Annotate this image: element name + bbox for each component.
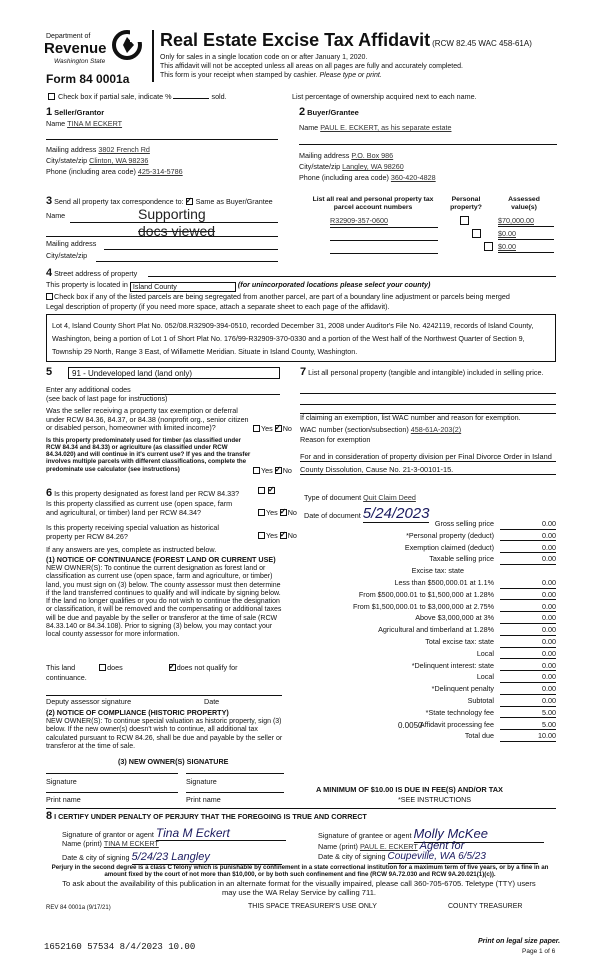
- header-note3-a: This form is your receipt when stamped by cashier.: [160, 72, 320, 79]
- notice-continuance-text: NEW OWNER(S): To continue the current designation as forest land or classification as current use (open space, farm and agriculture, or timber) land, you must sign on (3) below. The county assessor must then determine if the land transferred continues to qualify and will indicate by signing below. If the land no longer qualifies or you do not wish to continue the designation or classification, it will be removed and the compensating or additional taxes will be due and payable by the seller or transferor at the time of sale (RCW 84.33.140 or 84.34.108). Prior to signing (3) below, you may contact your local county assessor for more information.: [46, 565, 282, 638]
- forest-yes-no: [258, 487, 276, 496]
- agency-line3: Washington State: [54, 58, 106, 65]
- reason-label: Reason for exemption: [300, 435, 371, 444]
- tax-row-value[interactable]: 0.00: [500, 650, 556, 660]
- tax-row-label: *State technology fee: [425, 707, 494, 717]
- seller-mailing-row: [46, 146, 150, 155]
- forest-no-checkbox[interactable]: [268, 487, 275, 494]
- forest-yes-checkbox[interactable]: [258, 487, 265, 494]
- stamp-line1: Supporting: [138, 206, 206, 222]
- certify-row: [46, 810, 367, 823]
- does-qualify-checkbox[interactable]: [99, 664, 106, 671]
- wac-value[interactable]: 458-61A-203(2): [410, 425, 462, 434]
- current-use-no-label: No: [287, 508, 297, 517]
- tax-row: [300, 591, 556, 602]
- tax-row: [300, 685, 556, 696]
- legal-description-label: Legal description of property (if you need more space, attach a separate sheet to each page of the affidavit).: [46, 302, 390, 311]
- doc-type-label: Type of document: [304, 493, 362, 502]
- county-value: Island County: [132, 282, 177, 291]
- section1-title: Seller/Grantor: [54, 108, 105, 117]
- form-citation: (RCW 82.45 WAC 458-61A): [432, 39, 532, 48]
- exemption-yes-label: Yes: [261, 424, 273, 433]
- owner-print-line-1[interactable]: [46, 792, 178, 793]
- tax-row-value[interactable]: 0.00: [500, 638, 556, 648]
- tax-row-value[interactable]: 0.00: [500, 544, 556, 554]
- seller-phone-value[interactable]: 425-314-5786: [137, 167, 183, 176]
- land-use-value: 91 - Undeveloped land (land only): [72, 369, 193, 378]
- doc-date-label: Date of document: [304, 511, 361, 520]
- tax-row-value[interactable]: 0.00: [500, 532, 556, 542]
- tax-row-label: Gross selling price: [434, 519, 494, 528]
- county-select[interactable]: [130, 282, 236, 292]
- exemption-question: [46, 407, 252, 433]
- buyer-city-value[interactable]: Langley, WA 98260: [342, 162, 404, 171]
- grantor-name-value[interactable]: TINA M ECKERT: [103, 839, 159, 848]
- land-use-select[interactable]: [68, 367, 280, 379]
- timber-question: [46, 437, 256, 473]
- tax-row-label: *Delinquent penalty: [431, 684, 494, 694]
- notice-compliance-text: NEW OWNER(S): To continue special valuation as historic property, sign (3) below. If the new owner(s) doesn't wish to continue, all additional tax calculated pursuant to RCW 84.26, shall be due and payable by the seller or transferor at the time of sale.: [46, 718, 283, 750]
- tax-row-label: Affidavit processing fee: [419, 719, 494, 729]
- tax-row-label: *Delinquent interest: state: [411, 660, 494, 670]
- parcel-row-2[interactable]: [330, 230, 438, 241]
- dor-emblem-icon: [112, 30, 142, 60]
- seller-city-label: City/state/zip: [46, 156, 88, 165]
- parcel-row-3[interactable]: [330, 243, 438, 254]
- does-not-qualify-checkbox[interactable]: [169, 664, 176, 671]
- current-use-no-checkbox[interactable]: [280, 509, 287, 516]
- tax-row-label: From $500,000.01 to $1,500,000 at 1.28%: [358, 589, 494, 599]
- seller-mailing-value[interactable]: 3802 French Rd: [98, 145, 150, 154]
- tax-row-label: Exemption claimed (deduct): [404, 542, 494, 552]
- header-divider: [152, 30, 154, 82]
- parcel-number-1: R32909-357-0600: [330, 216, 388, 225]
- grantee-date-value[interactable]: Coupeville, WA 6/5/23: [388, 851, 538, 864]
- seller-name-value[interactable]: TINA M ECKERT: [67, 119, 123, 128]
- historic-no-checkbox[interactable]: [280, 532, 287, 539]
- seller-mailing-label: Mailing address: [46, 145, 97, 154]
- grantee-signature[interactable]: Molly McKee: [414, 826, 544, 843]
- parcels-header-b: Personal property?: [450, 196, 482, 212]
- reason-line2: [300, 474, 556, 475]
- tax-row-label: Less than $500,000.01 at 1.1%: [394, 578, 494, 587]
- tax-row-value[interactable]: 0.00: [500, 579, 556, 589]
- tax-row: [300, 544, 556, 555]
- grantee-sig-label: Signature of grantee or agent: [318, 831, 412, 840]
- personal-property-line2[interactable]: [300, 404, 556, 405]
- assessed-value-2[interactable]: $0.00: [498, 230, 554, 240]
- reason-line1: [300, 461, 556, 462]
- timber-yes-no: [253, 467, 292, 476]
- section2-number: 2: [299, 106, 306, 118]
- section2-title: Buyer/Grantee: [307, 108, 359, 117]
- wac-row: [300, 426, 461, 435]
- timber-yes-checkbox[interactable]: [253, 467, 260, 474]
- tax-row-value[interactable]: 0.00: [500, 603, 556, 613]
- section4-number: 4: [46, 267, 53, 279]
- tax-row-value[interactable]: 0.00: [500, 673, 556, 683]
- assessed-value-1[interactable]: $70,000.00: [498, 217, 554, 227]
- buyer-phone-label: Phone (including area code): [299, 173, 389, 182]
- tax-row-value[interactable]: 10.00: [500, 732, 556, 742]
- tax-row: [300, 520, 556, 531]
- corr-name-line2: [46, 236, 278, 237]
- timber-question-text: Is this property predominately used for timber (as classified under RCW 84.34 and 84.33) or agriculture (as classified under RCW 84.34.020) and will continue in it's current use? If yes and the transfer involves multiple parcels with different classifications, complete the predominate use calculator (see instructions): [46, 437, 251, 473]
- ownership-note: List percentage of ownership acquired next to each name.: [292, 92, 477, 101]
- receipt-stamp: 1652160 57534 8/4/2023 10.00: [44, 942, 196, 952]
- wac-label: WAC number (section/subsection): [300, 425, 409, 434]
- header-note3: [160, 72, 382, 80]
- form-title: Real Estate Excise Tax Affidavit: [160, 30, 431, 50]
- tax-row-value[interactable]: 0.00: [500, 662, 556, 672]
- doc-type-value[interactable]: Quit Claim Deed: [363, 493, 416, 502]
- tax-row-value[interactable]: 0.00: [500, 685, 556, 695]
- tax-row-label: From $1,500,000.01 to $3,000,000 at 2.75%: [352, 601, 494, 611]
- tax-row-value[interactable]: 0.00: [500, 591, 556, 601]
- deputy-date-label: Date: [204, 697, 220, 706]
- perjury-notice: Perjury in the second degree is a class C felony which is punishable by confinement in a state correctional institution for a maximum term of five years, or by a fine in an amount fixed by the court of not more than $10,000, or by both such confinement and fine (RCW 9A.72.030 and RCW 9A.20.021(1)(c)).: [51, 864, 549, 879]
- buyer-name-label: Name: [299, 123, 319, 132]
- partial-sale-sold: sold.: [211, 92, 227, 101]
- current-use-yes-label: Yes: [266, 508, 278, 517]
- corr-mailing-row: [46, 240, 96, 249]
- street-address-line[interactable]: [148, 276, 556, 277]
- personal-property-checkbox-2[interactable]: [472, 229, 481, 238]
- partial-sale-checkbox[interactable]: [48, 93, 55, 100]
- claim-exemption-line: [300, 413, 556, 414]
- grantor-date-label: Date & city of signing: [62, 853, 130, 862]
- supporting-docs-stamp: [138, 206, 215, 240]
- partial-sale-row: [48, 93, 227, 102]
- section3-text: Send all property tax correspondence to:: [54, 197, 184, 206]
- exemption-no-label: No: [282, 424, 292, 433]
- exemption-question-text: Was the seller receiving a property tax exemption or deferral under RCW 84.36, 84.37, or 84.38 (nonprofit org., senior citizen or disabled person, homeowner with limited income)?: [46, 406, 249, 433]
- claim-exemption-text: If claiming an exemption, list WAC number and reason for exemption.: [300, 413, 521, 422]
- section7: [300, 366, 556, 379]
- owner-signature-label-1: Signature: [46, 777, 77, 786]
- historic-yes-checkbox[interactable]: [258, 532, 265, 539]
- does-not-qualify-label: does not qualify for: [176, 663, 238, 672]
- owner-sig-line-1[interactable]: [46, 773, 178, 774]
- owner-sig-line-2[interactable]: [186, 773, 284, 774]
- section3-number: 3: [46, 195, 53, 207]
- tax-row-label: Taxable selling price: [429, 554, 494, 564]
- tax-row: [300, 567, 556, 578]
- header-note2: This affidavit will not be accepted unless all areas on all pages are fully and accurately completed.: [160, 63, 463, 70]
- tax-row: [300, 697, 556, 708]
- seller-name-row: [46, 120, 278, 129]
- same-as-buyer-checkbox[interactable]: [186, 198, 193, 205]
- legal-description-text: Lot 4, Island County Short Plat No. 052/08.R32909-394-0510, recorded December 31, 2008 under Auditor's File No. 4242119, records of Island County, Washington, being a portion of Lot 1 of Short Plat No. 176/99-R32909-370-0330 and a portion of the West half of the Northwest Quarter of Section 9, Township 29 North, Range 3 East, of Willamette Meridian. Situate in Island County, Washington.: [52, 321, 534, 356]
- seller-name-label: Name: [46, 119, 66, 128]
- additional-codes-note: (see back of last page for instructions): [46, 394, 168, 403]
- grantee-agent-note: Agent for: [419, 840, 465, 852]
- tax-row-label: Excise tax: state: [411, 566, 464, 576]
- tax-row-value[interactable]: 0.00: [500, 555, 556, 565]
- tax-row-label: Agricultural and timberland at 1.28%: [378, 625, 494, 635]
- timber-no-checkbox[interactable]: [275, 467, 282, 474]
- new-owner-signature-title: (3) NEW OWNER(S) SIGNATURE: [118, 757, 229, 766]
- treasurer-use-only: THIS SPACE TREASURER'S USE ONLY: [248, 903, 377, 910]
- buyer-phone-value[interactable]: 360-420-4828: [390, 173, 436, 182]
- tax-row-value[interactable]: 0.00: [500, 520, 556, 530]
- seller-city-value[interactable]: Clinton, WA 98236: [89, 156, 149, 165]
- partial-sale-percent-field[interactable]: [173, 98, 209, 99]
- located-in-row: [46, 281, 430, 292]
- seller-name-line2: [46, 139, 278, 140]
- see-instructions: *SEE INSTRUCTIONS: [398, 795, 472, 804]
- parcels-header-c: Assessed value(s): [508, 196, 540, 212]
- corr-name-label: Name: [46, 211, 66, 220]
- buyer-name-row: [299, 124, 452, 133]
- historic-no-label: No: [287, 531, 297, 540]
- notice-continuance-title: (1) NOTICE OF CONTINUANCE (FOREST LAND OR CURRENT USE): [46, 555, 276, 564]
- grantor-name-label: Name (print): [62, 839, 102, 848]
- buyer-phone-row: [299, 174, 436, 183]
- section1-number: 1: [46, 106, 53, 118]
- parcel-row-1[interactable]: [330, 217, 438, 228]
- same-as-buyer-label: Same as Buyer/Grantee: [195, 197, 273, 206]
- section4-street-row: [46, 267, 556, 280]
- deputy-signature-label: Deputy assessor signature: [46, 697, 132, 706]
- if-yes-note: If any answers are yes, complete as instructed below.: [46, 545, 217, 554]
- grantor-signature[interactable]: Tina M Eckert: [156, 826, 286, 841]
- page-number: Page 1 of 6: [522, 948, 556, 955]
- alternate-format-note: To ask about the availability of this publication in an alternate format for the visually impaired, please call 360-705-6705. Teletype (TTY) users may use the WA Relay Service by calling 711.: [62, 879, 536, 897]
- owner-print-line-2[interactable]: [186, 792, 284, 793]
- tax-row: [300, 626, 556, 637]
- continuance-label: continuance.: [46, 673, 87, 682]
- tax-row: [300, 662, 556, 673]
- form-number: Form 84 0001a: [46, 72, 130, 86]
- buyer-city-label: City/state/zip: [299, 162, 341, 171]
- section8-number: 8: [46, 810, 53, 822]
- exemption-yes-no: [253, 425, 292, 434]
- forest-question-text: Is this property designated as forest land per RCW 84.33?: [54, 489, 240, 498]
- tax-row: [300, 614, 556, 625]
- exemption-no-checkbox[interactable]: [275, 425, 282, 432]
- current-use-yes-no: [258, 509, 297, 518]
- buyer-name-line2: [299, 144, 557, 145]
- tax-row: [300, 638, 556, 649]
- timber-no-label: No: [282, 466, 292, 475]
- buyer-mailing-row: [299, 152, 393, 161]
- current-use-yes-checkbox[interactable]: [258, 509, 265, 516]
- tax-row-label: Above $3,000,000 at 3%: [415, 613, 494, 623]
- rev-number: REV 84 0001a (9/17/21): [46, 905, 111, 911]
- current-use-question: Is this property classified as current use (open space, farm and agricultural, or timber) land per RCW 84.34?: [46, 499, 233, 517]
- historic-question: Is this property receiving special valuation as historical property per RCW 84.26?: [46, 523, 219, 541]
- parcels-header-a: List all real and personal property tax parcel account numbers: [312, 196, 434, 212]
- corr-city-line: [96, 261, 278, 262]
- header-note3-b: Please type or print.: [319, 72, 382, 79]
- tax-row-label: *Personal property (deduct): [406, 530, 494, 540]
- buyer-mailing-value[interactable]: P.O. Box 986: [351, 151, 394, 160]
- located-in-label: This property is located in: [46, 280, 128, 289]
- segregated-row: [46, 293, 510, 302]
- county-treasurer: COUNTY TREASURER: [448, 903, 523, 910]
- partial-sale-label: Check box if partial sale, indicate %: [58, 92, 172, 101]
- historic-yes-no: [258, 532, 297, 541]
- this-land-label: This land: [46, 663, 76, 672]
- agency-line2: Revenue: [44, 40, 107, 57]
- personal-property-line1[interactable]: [300, 393, 556, 394]
- section7-text: List all personal property (tangible and intangible) included in selling price.: [308, 368, 544, 377]
- corr-mailing-label: Mailing address: [46, 239, 97, 248]
- section1-heading: [46, 106, 104, 119]
- buyer-city-row: [299, 163, 404, 172]
- personal-property-checkbox-3[interactable]: [484, 242, 493, 251]
- notice-compliance-title: (2) NOTICE OF COMPLIANCE (HISTORIC PROPERTY): [46, 708, 229, 717]
- assessed-value-3[interactable]: $0.00: [498, 243, 554, 253]
- grantee-date-label: Date & city of signing: [318, 852, 386, 861]
- buyer-mailing-label: Mailing address: [299, 151, 350, 160]
- county-note: (for unincorporated locations please select your county): [237, 280, 431, 289]
- tax-row-label: Total due: [464, 731, 494, 741]
- grantor-name-row: [62, 840, 159, 849]
- seller-city-row: [46, 157, 148, 166]
- owner-print-label-2: Print name: [186, 795, 221, 804]
- street-address-label: Street address of property: [54, 269, 138, 278]
- agency-line1: Department of: [46, 33, 91, 40]
- tax-row-value[interactable]: 0.00: [500, 626, 556, 636]
- local-rate: 0.0050: [398, 721, 423, 730]
- corr-mailing-line: [104, 249, 278, 250]
- tax-row: [300, 673, 556, 684]
- additional-codes-label: Enter any additional codes: [46, 385, 131, 394]
- corr-city-label: City/state/zip: [46, 251, 88, 260]
- tax-row: [300, 555, 556, 566]
- certify-text: I CERTIFY UNDER PENALTY OF PERJURY THAT THE FOREGOING IS TRUE AND CORRECT: [54, 812, 367, 821]
- header-note1: Only for sales in a single location code on or after January 1, 2020.: [160, 54, 368, 61]
- tax-row: [300, 709, 556, 720]
- legal-description-box[interactable]: [46, 314, 556, 362]
- grantee-name-label: Name (print): [318, 842, 358, 851]
- historic-yes-label: Yes: [266, 531, 278, 540]
- tax-row: [300, 579, 556, 590]
- tax-row: [300, 532, 556, 543]
- owner-signature-label-2: Signature: [186, 777, 217, 786]
- tax-row-label: Local: [476, 648, 494, 658]
- grantor-sig-label: Signature of grantor or agent: [62, 830, 154, 839]
- section5-number: 5: [46, 366, 53, 378]
- segregated-label: Check box if any of the listed parcels are being segregated from another parcel, are part of a boundary line adjustment or parcels being merged: [54, 292, 510, 301]
- this-land-row: [46, 664, 238, 673]
- segregated-checkbox[interactable]: [46, 293, 53, 300]
- tax-row-value[interactable]: 0.00: [500, 614, 556, 624]
- tax-row-value[interactable]: 5.00: [500, 721, 556, 731]
- tax-row-label: Total excise tax: state: [425, 637, 494, 646]
- seller-phone-row: [46, 168, 183, 177]
- doc-date-value[interactable]: 5/24/2023: [362, 505, 430, 522]
- legal-size-note: Print on legal size paper.: [478, 938, 561, 945]
- tax-row-value[interactable]: 0.00: [500, 697, 556, 707]
- section8-divider: [46, 808, 556, 809]
- tax-row-label: Subtotal: [467, 696, 494, 705]
- grantor-date-value[interactable]: 5/24/23 Langley: [132, 851, 282, 865]
- reason-text[interactable]: For and in consideration of property division per Final Divorce Order in Island County Dissolution, Cause No. 21-3-00101-15.: [300, 452, 552, 474]
- owner-print-label-1: Print name: [46, 795, 81, 804]
- deputy-signature-line[interactable]: [46, 695, 282, 696]
- form-title-row: [160, 30, 532, 52]
- doc-type-row: [304, 494, 416, 503]
- tax-row: [300, 721, 556, 732]
- section7-number: 7: [300, 366, 307, 378]
- personal-property-checkbox-1[interactable]: [460, 216, 469, 225]
- section6-number: 6: [46, 487, 53, 499]
- minimum-due: A MINIMUM OF $10.00 IS DUE IN FEE(S) AND/OR TAX: [316, 785, 503, 794]
- buyer-name-value[interactable]: PAUL E. ECKERT, as his separate estate: [320, 123, 452, 132]
- grantee-name-value[interactable]: PAUL E. ECKERT: [359, 842, 418, 851]
- exemption-yes-checkbox[interactable]: [253, 425, 260, 432]
- tax-row: [300, 603, 556, 614]
- tax-row-label: Local: [476, 672, 494, 682]
- does-qualify-label: does: [107, 663, 123, 672]
- grantee-date-row: [318, 851, 538, 864]
- tax-row: [300, 650, 556, 661]
- section2-heading: [299, 106, 359, 119]
- corr-city-row: [46, 252, 87, 261]
- seller-phone-label: Phone (including area code): [46, 167, 136, 176]
- stamp-line2: docs viewed: [138, 223, 216, 239]
- tax-row-value[interactable]: 5.00: [500, 709, 556, 719]
- timber-yes-label: Yes: [261, 466, 273, 475]
- tax-row: [300, 732, 556, 743]
